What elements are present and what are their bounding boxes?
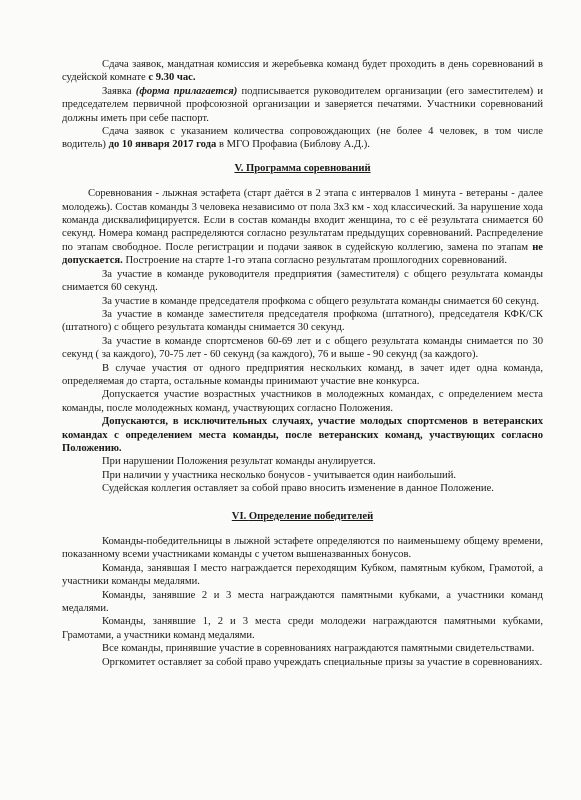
paragraph-first-place: Команда, занявшая I место награждается переходящим Кубком, памятным кубком, Грамотой, а участники команды медалями.: [62, 562, 543, 588]
paragraph-multiple-teams: В случае участия от одного предприятия нескольких команд, в зачет идет одна команда, определяемая до старта, остальные команды принимают участие вне конкурса.: [62, 362, 543, 387]
paragraph-bonus-deputy: За участие в команде заместителя председателя профкома (штатного), председателя КФК/СК (штатного) с общего результата команды снимается 30 секунд.: [62, 308, 543, 334]
paragraph-special-prizes: Оргкомитет оставляет за собой право учреждать специальные призы за участие в соревнованиях.: [102, 656, 543, 668]
paragraph-application-form: Заявка (форма прилагается) подписывается руководителем организации (его заместителем) и председателем первичной профсоюзной организации и заверяется печатями. Участники соревнований должны иметь при себе паспорт.: [62, 85, 543, 124]
paragraph-relay-rules: Соревнования - лыжная эстафета (старт даётся в 2 этапа с интервалов 1 минута - ветераны - далее молодежь). Состав команды 3 человека независимо от пола 3х3 км - ход классический. За нарушение хода команда дисквалифицируется. Если в состав команды входит женщина, то с её результата снимается 60 секунд. Номера команд распределяются согласно результатам предыдущих соревнований. Распределение по этапам свободное. После регистрации и подачи заявок в судейскую коллегию, замена по этапам не допускается. Построение на старте 1-го этапа согласно результатам прошлогодних соревнований.: [62, 188, 543, 267]
section-number: V.: [234, 162, 247, 174]
paragraph-youth-in-veterans: Допускаются, в исключительных случаях, участие молодых спортсменов в ветеранских командах с определением места команды, после ветеранских команд, участвующих согласно Положению.: [62, 416, 543, 454]
section-number: VI.: [231, 510, 249, 522]
section-title: Программа соревнований: [246, 162, 371, 174]
paragraph-winners-definition: Команды-победительницы в лыжной эстафете определяются по наименьшему общему времени, показанному всеми участниками команды с учетом вышеназванных бонусов.: [62, 536, 543, 561]
paragraph-judges-right: Судейская коллегия оставляет за собой право вносить изменение в данное Положение.: [102, 483, 494, 495]
paragraph-deadline: Сдача заявок с указанием количества сопровождающих (не более 4 человек, в том числе водитель) до 10 января 2017 года в МГО Профавиа (Библову А.Д.).: [62, 126, 543, 151]
paragraph-bonus-union-chair: За участие в команде председателя профкома с общего результата команды снимается 60 секунд.: [102, 295, 540, 307]
paragraph-multiple-bonuses: При наличии у участника несколько бонусов - учитывается один наибольший.: [102, 469, 457, 481]
paragraph-second-third-place: Команды, занявшие 2 и 3 места награждаются памятными кубками, а участники команд медалями.: [62, 589, 543, 615]
section-heading-program: [62, 162, 543, 175]
section-title: Определение победителей: [248, 510, 374, 522]
paragraph-youth-awards: Команды, занявшие 1, 2 и 3 места среди молодежи награждаются памятными кубками, Грамотами, а участники команд медалями.: [62, 616, 543, 641]
paragraph-veterans-in-youth: Допускается участие возрастных участников в молодежных командах, с определением места команды, после молодежных команд, участвующих согласно Положения.: [62, 389, 543, 414]
paragraph-bonus-director: За участие в команде руководителя предприятия (заместителя) с общего результата команды снимается 60 секунд.: [62, 268, 543, 294]
paragraph-bonus-age: За участие в команде спортсменов 60-69 лет и с общего результата команды снимается по 30 секунд ( за каждого), 70-75 лет - 60 секунд (за каждого), 76 и выше - 90 секунд (за каждого).: [62, 335, 543, 361]
paragraph-violation: При нарушении Положения результат команды анулируется.: [102, 456, 376, 468]
section-heading-winners: [62, 510, 543, 523]
paragraph-registration: Сдача заявок, мандатная комиссия и жеребьевка команд будет проходить в день соревнований в судейской комнате с 9.30 час.: [62, 59, 543, 84]
paragraph-participation-certificates: Все команды, принявшие участие в соревнованиях награждаются памятными свидетельствами.: [102, 643, 535, 655]
